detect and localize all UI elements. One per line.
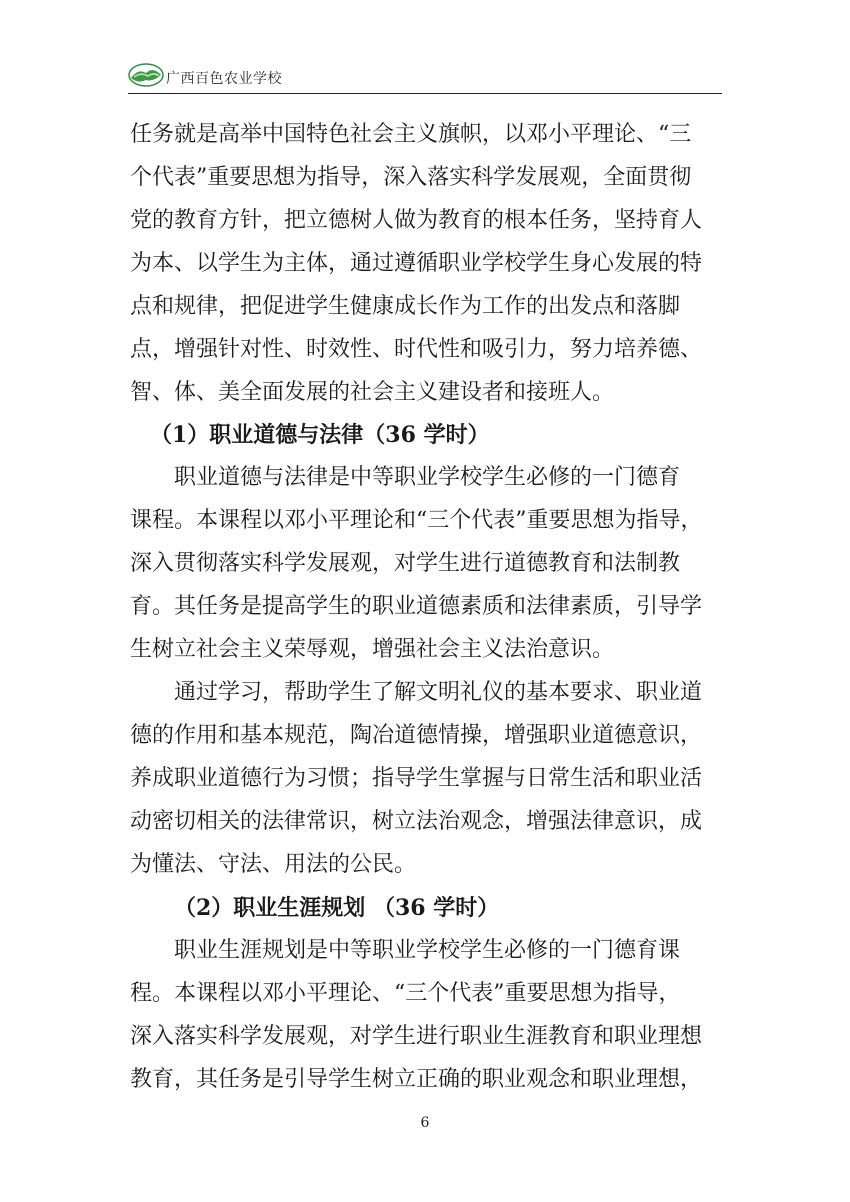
school-logo-icon (128, 62, 164, 88)
body-line: 生树立社会主义荣辱观，增强社会主义法治意识。 (130, 637, 615, 662)
body-line: 德的作用和基本规范，陶冶道德情操，增强职业道德意识， (130, 723, 703, 748)
page-header (128, 58, 720, 92)
body-line: 养成职业道德行为习惯；指导学生掌握与日常生活和职业活 (130, 766, 703, 791)
school-name: 广西百色农业学校 (166, 71, 282, 87)
paragraph-first-line: 通过学习，帮助学生了解文明礼仪的基本要求、职业道 (174, 680, 703, 705)
body-line: 个代表”重要思想为指导，深入落实科学发展观，全面贯彻 (130, 165, 692, 190)
body-line: 育。其任务是提高学生的职业道德素质和法律素质，引导学 (130, 594, 703, 619)
body-line: 教育，其任务是引导学生树立正确的职业观念和职业理想， (130, 1067, 703, 1092)
page-number: 6 (420, 1115, 430, 1131)
paragraph-first-line: 职业道德与法律是中等职业学校学生必修的一门德育 (174, 465, 681, 490)
body-line: 点和规律，把促进学生健康成长作为工作的出发点和落脚 (130, 294, 681, 319)
paragraph-first-line: 职业生涯规划是中等职业学校学生必修的一门德育课 (174, 938, 681, 963)
section-heading-1: （1）职业道德与法律（36 学时） (150, 422, 490, 448)
body-line: 程。本课程以邓小平理论、“三个代表”重要思想为指导， (130, 981, 681, 1006)
body-line: 任务就是高举中国特色社会主义旗帜，以邓小平理论、“三 (130, 122, 692, 147)
section-heading-2: （2）职业生涯规划 （36 学时） (174, 895, 500, 921)
body-line: 深入贯彻落实科学发展观，对学生进行道德教育和法制教 (130, 551, 681, 576)
body-line: 党的教育方针，把立德树人做为教育的根本任务，坚持育人 (130, 208, 703, 233)
body-line: 课程。本课程以邓小平理论和“三个代表”重要思想为指导， (130, 508, 703, 533)
body-line: 点，增强针对性、时效性、时代性和吸引力，努力培养德、 (130, 337, 703, 362)
body-line: 动密切相关的法律常识，树立法治观念，增强法律意识，成 (130, 809, 703, 834)
body-line: 为本、以学生为主体，通过遵循职业学校学生身心发展的特 (130, 251, 703, 276)
header-divider (128, 93, 722, 94)
body-line: 智、体、美全面发展的社会主义建设者和接班人。 (130, 380, 615, 405)
body-line: 深入落实科学发展观，对学生进行职业生涯教育和职业理想 (130, 1024, 703, 1049)
body-line: 为懂法、守法、用法的公民。 (130, 852, 417, 877)
